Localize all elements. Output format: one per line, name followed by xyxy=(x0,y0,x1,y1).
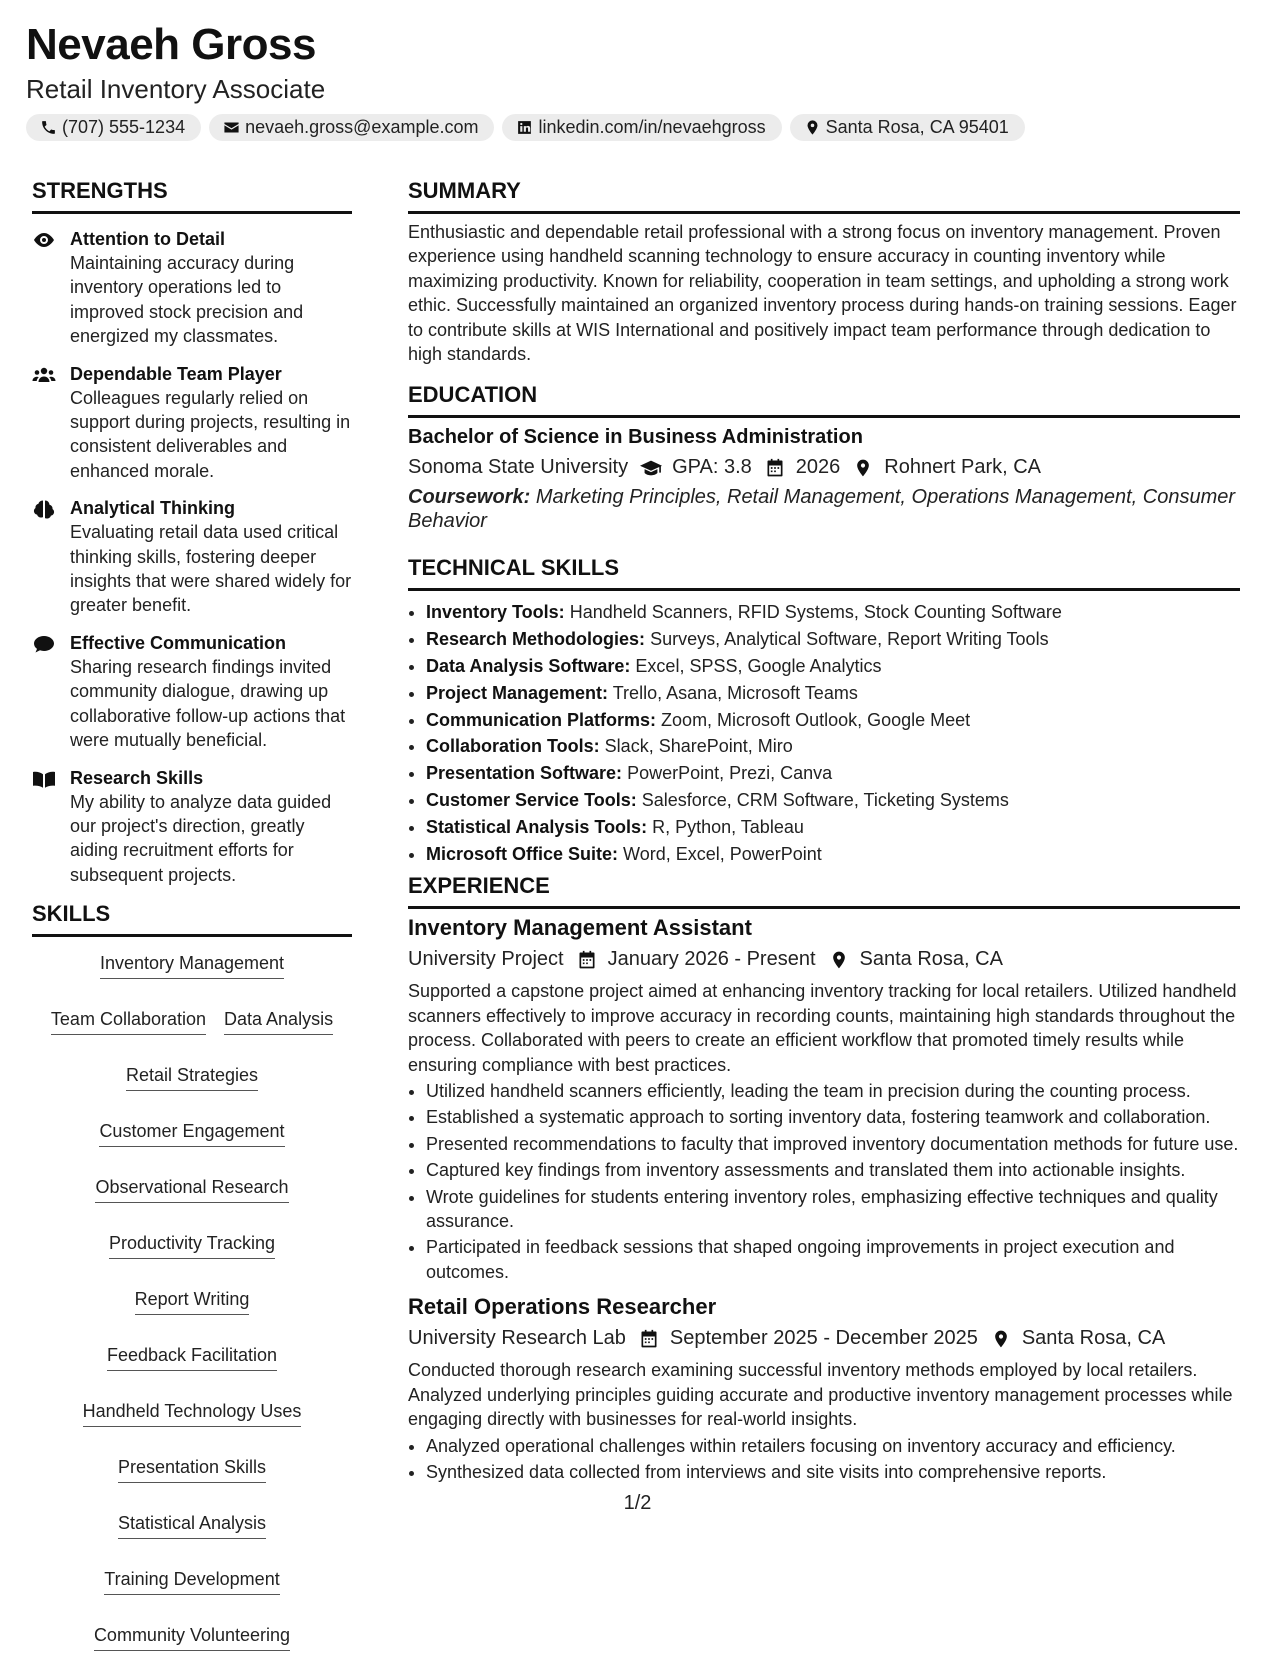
job-location: Santa Rosa, CA xyxy=(859,948,1003,971)
book-open-icon xyxy=(32,769,56,789)
technical-skill-value: Handheld Scanners, RFID Systems, Stock Counting Software xyxy=(569,602,1062,623)
linkedin-icon xyxy=(516,119,533,136)
strength-item xyxy=(32,363,352,484)
technical-skills-heading: TECHNICAL SKILLS xyxy=(408,555,1240,591)
coursework-label: Coursework: xyxy=(408,486,531,509)
calendar-icon xyxy=(638,1329,660,1349)
graduation-cap-icon xyxy=(640,458,662,478)
eye-icon xyxy=(32,230,56,250)
job-org: University Project xyxy=(408,948,564,971)
strength-item xyxy=(32,497,352,618)
skill-tag: Handheld Technology Uses xyxy=(83,1399,302,1427)
calendar-icon xyxy=(576,950,598,970)
comment-icon xyxy=(32,634,56,654)
phone-contact[interactable] xyxy=(26,114,201,141)
job-entry xyxy=(408,915,1240,1284)
left-column xyxy=(32,178,352,1665)
summary-heading: SUMMARY xyxy=(408,178,1240,214)
technical-skill-label: Statistical Analysis Tools: xyxy=(426,816,648,837)
job-meta xyxy=(408,948,1240,971)
job-bullet: • Synthesized data collected from interviews and site visits into comprehensive reports. xyxy=(426,1460,1240,1484)
phone-text: (707) 555-1234 xyxy=(62,117,186,137)
technical-skills-list xyxy=(408,599,1240,867)
technical-skill-label: Microsoft Office Suite: xyxy=(426,843,619,864)
skill-tag: Inventory Management xyxy=(100,951,284,979)
skill-tag: Training Development xyxy=(104,1567,279,1595)
skill-tag: Presentation Skills xyxy=(118,1455,266,1483)
strength-item xyxy=(32,228,352,349)
technical-skill-value: R, Python, Tableau xyxy=(652,816,804,837)
job-bullet: • Participated in feedback sessions that shaped ongoing improvements in project execution and outcomes. xyxy=(426,1235,1240,1284)
strength-desc: My ability to analyze data guided our project's direction, greatly aiding recruitment efforts for subsequent projects. xyxy=(70,791,332,885)
skills-heading: SKILLS xyxy=(32,901,352,937)
job-bullet: • Wrote guidelines for students entering inventory roles, emphasizing effective techniques and quality assurance. xyxy=(426,1185,1240,1234)
skill-tag: Productivity Tracking xyxy=(109,1231,275,1259)
technical-skill-item xyxy=(426,653,1240,680)
strength-title: Effective Communication xyxy=(70,632,287,653)
skill-tag: Customer Engagement xyxy=(99,1119,284,1147)
skill-tag: Community Volunteering xyxy=(94,1623,290,1651)
experience-heading: EXPERIENCE xyxy=(408,873,1240,909)
technical-skill-value: Salesforce, CRM Software, Ticketing Systems xyxy=(641,790,1009,811)
strength-title: Research Skills xyxy=(70,767,204,788)
strength-item xyxy=(32,767,352,888)
technical-skill-value: Surveys, Analytical Software, Report Writing Tools xyxy=(650,629,1049,650)
school-location: Rohnert Park, CA xyxy=(884,456,1042,479)
brain-icon xyxy=(32,499,56,519)
skill-tag: Retail Strategies xyxy=(126,1063,258,1091)
job-description: Conducted thorough research examining successful inventory methods employed by local retailers. Analyzed underlying principles guiding accurate and productive inventory management processes while engaging directly with businesses for real-world insights. xyxy=(408,1360,1233,1430)
linkedin-text: linkedin.com/in/nevaehgross xyxy=(538,117,766,137)
job-title: Retail Inventory Associate xyxy=(26,74,326,104)
linkedin-contact[interactable] xyxy=(502,114,781,141)
email-text: nevaeh.gross@example.com xyxy=(245,117,479,137)
skills-section xyxy=(32,901,352,1665)
education-heading: EDUCATION xyxy=(408,382,1240,418)
technical-skill-item xyxy=(426,680,1240,707)
experience-list xyxy=(408,915,1240,1484)
technical-skill-item xyxy=(426,733,1240,760)
technical-skill-label: Data Analysis Software: xyxy=(426,656,631,677)
strength-desc: Maintaining accuracy during inventory operations led to improved stock precision and energized my classmates. xyxy=(70,253,304,347)
technical-skill-value: Trello, Asana, Microsoft Teams xyxy=(612,682,858,703)
education-meta xyxy=(408,456,1240,479)
job-title: Retail Operations Researcher xyxy=(408,1294,717,1320)
phone-icon xyxy=(40,119,57,136)
coursework-list: Marketing Principles, Retail Management, Operations Management, Consumer Behavior xyxy=(408,486,1236,533)
technical-skill-label: Customer Service Tools: xyxy=(426,790,637,811)
email-contact[interactable] xyxy=(209,114,494,141)
strength-title: Attention to Detail xyxy=(70,229,225,249)
technical-skill-item xyxy=(426,626,1240,653)
degree: Bachelor of Science in Business Administration xyxy=(408,426,863,449)
technical-skill-item xyxy=(426,599,1240,626)
technical-skill-item xyxy=(426,760,1240,787)
strength-desc: Colleagues regularly relied on support during projects, resulting in consistent deliverables and enhanced morale. xyxy=(70,387,351,481)
strength-desc: Evaluating retail data used critical thinking skills, fostering deeper insights that were shared widely for greater benefit. xyxy=(70,522,352,616)
job-location: Santa Rosa, CA xyxy=(1021,1327,1166,1350)
technical-skill-value: Zoom, Microsoft Outlook, Google Meet xyxy=(661,709,971,730)
location-text: Santa Rosa, CA 95401 xyxy=(825,117,1009,137)
technical-skill-item xyxy=(426,787,1240,814)
gpa: GPA: 3.8 xyxy=(672,456,752,479)
strength-title: Analytical Thinking xyxy=(70,498,236,519)
map-pin-icon xyxy=(804,119,821,136)
skill-tag: Data Analysis xyxy=(224,1007,333,1035)
job-description: Supported a capstone project aimed at enhancing inventory tracking for local retailers. Utilized handheld scanners effectively to improve accuracy in recording counts, maintaining high standards throughout the process. Collaborated with peers to create an efficient workflow that promoted timely results while ensuring compliance with best practices. xyxy=(408,981,1237,1075)
users-icon xyxy=(32,365,56,385)
skill-tag: Observational Research xyxy=(95,1175,288,1203)
location-contact xyxy=(790,114,1025,141)
job-bullet: • Established a systematic approach to sorting inventory data, fostering teamwork and collaboration. xyxy=(426,1105,1240,1129)
technical-skill-label: Inventory Tools: xyxy=(426,602,565,623)
technical-skill-item xyxy=(426,707,1240,734)
technical-skill-label: Presentation Software: xyxy=(426,763,623,784)
grad-year: 2026 xyxy=(795,456,841,479)
map-pin-icon xyxy=(852,458,874,478)
contact-bar xyxy=(26,114,1025,141)
technical-skill-item xyxy=(426,814,1240,841)
candidate-name: Nevaeh Gross xyxy=(26,20,316,69)
skills-list xyxy=(32,951,352,1665)
calendar-icon xyxy=(764,458,786,478)
map-pin-icon xyxy=(828,950,850,970)
technical-skill-value: PowerPoint, Prezi, Canva xyxy=(627,763,833,784)
strengths-heading: STRENGTHS xyxy=(32,178,352,214)
right-column xyxy=(408,178,1240,1486)
summary-text: Enthusiastic and dependable retail professional with a strong focus on inventory management. Proven experience using handheld scanning technology to ensure accuracy in counting inventory while maximizing productivity. Known for reliability, cooperation in team settings, and upholding a strong work ethic. Successfully maintained an organized inventory process during hands-on training sessions. Eager to contribute skills at WIS International and positively impact team performance through dedication to high standards. xyxy=(408,222,1237,365)
strength-item xyxy=(32,632,352,753)
job-meta xyxy=(408,1327,1240,1350)
technical-skill-label: Project Management: xyxy=(426,682,609,703)
strengths-list xyxy=(32,228,352,887)
technical-skill-value: Excel, SPSS, Google Analytics xyxy=(635,656,882,677)
technical-skill-item xyxy=(426,841,1240,868)
job-title: Inventory Management Assistant xyxy=(408,915,752,941)
skill-tag: Report Writing xyxy=(135,1287,250,1315)
technical-skill-label: Collaboration Tools: xyxy=(426,736,600,757)
page-number: 1/2 xyxy=(623,1492,652,1514)
job-bullets xyxy=(408,1079,1240,1284)
skill-tag: Statistical Analysis xyxy=(118,1511,266,1539)
technical-skill-value: Word, Excel, PowerPoint xyxy=(623,843,822,864)
job-dates: January 2026 - Present xyxy=(607,948,816,971)
strength-title: Dependable Team Player xyxy=(70,363,282,384)
technical-skill-value: Slack, SharePoint, Miro xyxy=(604,736,793,757)
job-bullet: • Captured key findings from inventory assessments and translated them into actionable insights. xyxy=(426,1158,1240,1182)
technical-skill-label: Research Methodologies: xyxy=(426,629,646,650)
job-bullets xyxy=(408,1434,1240,1485)
job-org: University Research Lab xyxy=(408,1327,626,1350)
school: Sonoma State University xyxy=(408,456,629,479)
envelope-icon xyxy=(223,119,240,136)
job-bullet: • Presented recommendations to faculty that improved inventory documentation methods for future use. xyxy=(426,1132,1240,1156)
job-bullet: • Utilized handheld scanners efficiently, leading the team in precision during the counting process. xyxy=(426,1079,1240,1103)
coursework xyxy=(408,485,1240,533)
job-entry xyxy=(408,1294,1240,1484)
job-dates: September 2025 - December 2025 xyxy=(669,1327,978,1350)
strength-desc: Sharing research findings invited community dialogue, drawing up collaborative follow-up actions that were mutually beneficial. xyxy=(70,656,346,751)
skill-tag: Feedback Facilitation xyxy=(107,1343,277,1371)
job-bullet: • Analyzed operational challenges within retailers focusing on inventory accuracy and efficiency. xyxy=(426,1434,1240,1458)
map-pin-icon xyxy=(990,1329,1012,1349)
technical-skill-label: Communication Platforms: xyxy=(426,709,657,730)
skill-tag: Team Collaboration xyxy=(51,1007,206,1035)
